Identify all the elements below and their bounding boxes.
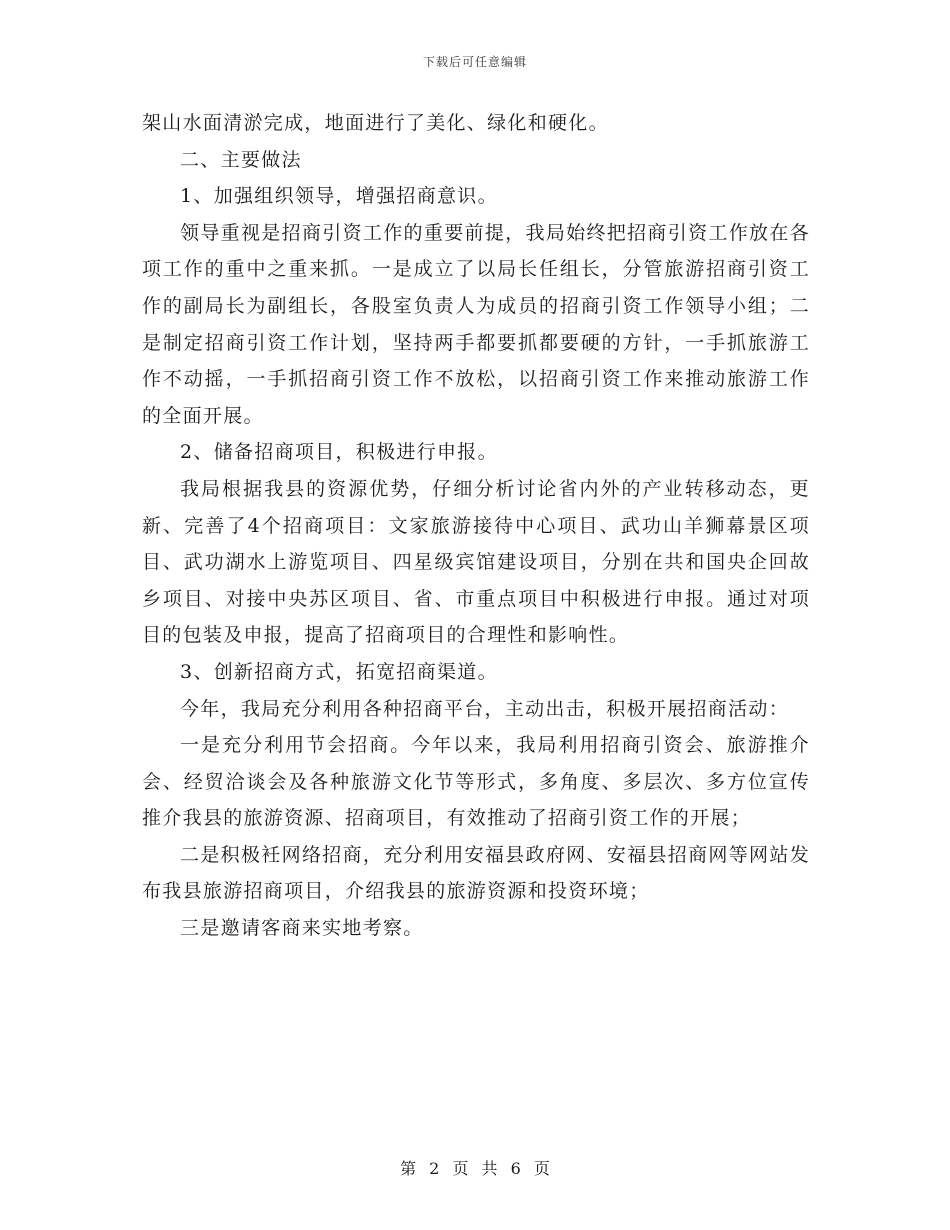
page-number: 第 2 页 共 6 页 xyxy=(400,1159,550,1178)
document-body xyxy=(142,105,810,947)
subheading-project-reserve: 2、储备招商项目，积极进行申报。 xyxy=(180,441,498,464)
paragraph-festival-investment: 一是充分利用节会招商。今年以来，我局利用招商引资会、旅游推介会、经贸洽谈会及各种旅游文化节等形式，多角度、多层次、多方位宣传推介我县的旅游资源、招商项目，有效推动了招商引资工作的开展； xyxy=(142,734,810,830)
paragraph-continuation: 架山水面清淤完成，地面进行了美化、绿化和硬化。 xyxy=(142,112,609,134)
page-header-note: 下载后可任意编辑 xyxy=(422,55,527,69)
paragraph-project-reserve: 我局根据我县的资源优势，仔细分析讨论省内外的产业转移动态，更新、完善了4个招商项目：文家旅游接待中心项目、武功山羊狮幕景区项目、武功湖水上游览项目、四星级宾馆建设项目，分别在共和国央企回故乡项目、对接中央苏区项目、省、市重点项目中积极进行申报。通过对项目的包装及申报，提高了招商项目的合理性和影响性。 xyxy=(142,477,810,647)
section-heading-main-practices: 二、主要做法 xyxy=(180,148,302,171)
paragraph-network-investment: 二是积极衽网络招商，充分利用安福县政府网、安福县招商网等网站发布我县旅游招商项目，介绍我县的旅游资源和投资环境； xyxy=(142,843,810,903)
subheading-investment-methods: 3、创新招商方式，拓宽招商渠道。 xyxy=(180,660,498,683)
paragraph-leadership: 领导重视是招商引资工作的重要前提，我局始终把招商引资工作放在各项工作的重中之重来抓。一是成立了以局长任组长，分管旅游招商引资工作的副局长为副组长，各股室负责人为成员的招商引资工作领导小组；二是制定招商引资工作计划，坚持两手都要抓都要硬的方针，一手抓旅游工作不动摇，一手抓招商引资工作不放松，以招商引资工作来推动旅游工作的全面开展。 xyxy=(142,221,810,427)
paragraph-site-inspection: 三是邀请客商来实地考察。 xyxy=(180,917,424,940)
subheading-organization-leadership: 1、加强组织领导，增强招商意识。 xyxy=(180,185,498,208)
paragraph-investment-platforms: 今年，我局充分利用各种招商平台，主动出击，积极开展招商活动： xyxy=(180,697,790,720)
